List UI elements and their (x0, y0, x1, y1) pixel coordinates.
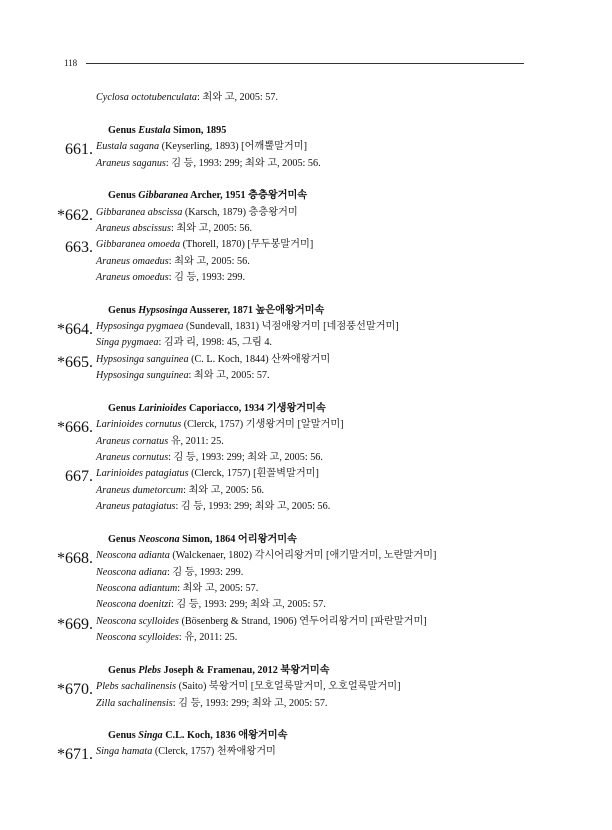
citation-text: : 김 등, 1993: 299; 최와 고, 2005: 56. (165, 158, 321, 169)
citation-text: : 김 등, 1993: 299; 최와 고, 2005: 57. (170, 599, 326, 610)
genus-heading (108, 665, 330, 677)
citation-text: (Bösenberg & Strand, 1906) 연두어리왕거미 [파란말거미] (178, 616, 427, 627)
citation-text: 유, 2011: 25. (168, 436, 224, 447)
page-number: 118 (64, 58, 78, 68)
species-entry (96, 468, 319, 480)
species-entry (96, 419, 344, 431)
citation-text: : 최와 고, 2005: 56. (168, 256, 250, 267)
citation-text: (C. L. Koch, 1844) 산짜애왕거미 (188, 354, 331, 365)
citation-text: : 유, 2011: 25. (178, 632, 238, 643)
taxon-name: Hypsosinga (138, 305, 188, 316)
entry-number: *665. (57, 354, 93, 371)
taxon-name: Zilla sachalinensis (96, 698, 173, 709)
entry-number: *668. (57, 550, 93, 567)
citation-text: C.L. Koch, 1836 애왕거미속 (162, 730, 288, 741)
citation-text: : 최와 고, 2005: 57. (197, 92, 279, 103)
taxon-name: Gibbaranea omoeda (96, 239, 181, 250)
taxon-name: Araneus omaedus (96, 256, 169, 267)
species-entry (96, 354, 330, 366)
taxon-name: Singa hamata (96, 746, 153, 757)
synonym-line (96, 501, 330, 513)
citation-text: (Karsch, 1879) 층층왕거미 (182, 207, 298, 218)
species-entry (96, 141, 307, 153)
taxon-name: Araneus saganus (96, 158, 166, 169)
taxon-name: Singa pygmaea (96, 337, 159, 348)
header-rule (86, 63, 524, 64)
genus-heading (108, 534, 297, 546)
synonym-line (96, 337, 272, 349)
genus-heading (108, 190, 307, 202)
synonym-line (96, 567, 243, 579)
genus-heading (108, 403, 326, 415)
citation-text: (Thorell, 1870) [무두봉말거미] (180, 239, 314, 250)
synonym-line (96, 436, 224, 448)
synonym-line (96, 485, 264, 497)
taxon-name: Neoscona adiantum (96, 583, 178, 594)
citation-text: : 최와 고, 2005: 57. (188, 370, 270, 381)
citation-text: (Walckenaer, 1802) 각시어리왕거미 [애기말거미, 노란말거미] (169, 550, 437, 561)
taxon-name: Plebs sachalinensis (96, 681, 177, 692)
taxon-name: Araneus omoedus (96, 272, 169, 283)
citation-text: Caporiacco, 1934 기생왕거미속 (186, 403, 326, 414)
citation-text: Joseph & Framenau, 2012 북왕거미속 (160, 665, 330, 676)
species-entry (96, 239, 313, 251)
species-entry (96, 321, 399, 333)
citation-text: (Clerck, 1757) 천짜애왕거미 (152, 746, 276, 757)
synonym-line (96, 223, 252, 235)
entry-number: *670. (57, 681, 93, 698)
taxon-name: Plebs (138, 665, 161, 676)
genus-heading (108, 125, 226, 137)
citation-text: Ausserer, 1871 높은애왕거미속 (187, 305, 325, 316)
entry-number: *664. (57, 321, 93, 338)
citation-text: : 김 등, 1993: 299. (168, 272, 246, 283)
citation-text: Simon, 1895 (170, 125, 227, 136)
citation-text: (Sundevall, 1831) 넉점애왕거미 [네점풍선말거미] (183, 321, 399, 332)
species-entry (96, 681, 400, 693)
genus-heading (108, 730, 287, 742)
synonym-line (96, 158, 321, 170)
synonym-line (96, 583, 258, 595)
species-entry (96, 207, 298, 219)
citation-text: : 김 등, 1993: 299; 최와 고, 2005: 57. (172, 698, 328, 709)
genus-label: Genus (108, 665, 139, 676)
citation-text: (Clerck, 1757) 기생왕거미 [알말거미] (181, 419, 344, 430)
synonym-line (96, 256, 250, 268)
citation-text: (Saito) 북왕거미 [모호얼룩말거미, 오호얼룩말거미] (176, 681, 401, 692)
entry-number: *666. (57, 419, 93, 436)
entry-number: 661. (65, 141, 93, 158)
taxon-name: Neoscona adiana (96, 567, 168, 578)
synonym-line (96, 370, 270, 382)
genus-label: Genus (108, 403, 139, 414)
entry-number: *662. (57, 207, 93, 224)
taxon-name: Eustala sagana (96, 141, 160, 152)
taxon-name: Hypsosinga sanguinea (96, 354, 189, 365)
taxon-name: Neoscona (138, 534, 180, 545)
citation-text: : 최와 고, 2005: 57. (177, 583, 259, 594)
taxon-name: Larinioides cornutus (96, 419, 182, 430)
entry-number: *669. (57, 616, 93, 633)
taxon-name: Araneus cornutus (96, 452, 169, 463)
taxon-name: Neoscona doenitzi (96, 599, 171, 610)
genus-label: Genus (108, 190, 139, 201)
taxon-name: Neoscona scylloides (96, 616, 179, 627)
taxon-name: Gibbaranea abscissa (96, 207, 183, 218)
page-header (64, 58, 524, 72)
taxon-name: Larinioides (138, 403, 187, 414)
citation-text: Simon, 1864 어리왕거미속 (179, 534, 297, 545)
entry-number: 667. (65, 468, 93, 485)
taxon-name: Eustala (138, 125, 171, 136)
taxon-name: Araneus cornatus (96, 436, 169, 447)
taxon-name: Singa (138, 730, 163, 741)
genus-label: Genus (108, 534, 139, 545)
species-entry (96, 616, 427, 628)
citation-text: : 김 등, 1993: 299. (167, 567, 244, 578)
genus-label: Genus (108, 730, 139, 741)
taxon-name: Araneus abscissus (96, 223, 171, 234)
citation-text: (Clerck, 1757) [흰꼴벽말거미] (188, 468, 319, 479)
citation-text: : 최와 고, 2005: 56. (171, 223, 253, 234)
synonym-line (96, 599, 326, 611)
citation-text: (Keyserling, 1893) [어깨뿔말거미] (159, 141, 308, 152)
species-entry (96, 550, 436, 562)
citation-text: Archer, 1951 층층왕거미속 (188, 190, 308, 201)
genus-label: Genus (108, 125, 139, 136)
synonym-line (96, 92, 278, 104)
citation-text: : 김 등, 1993: 299; 최와 고, 2005: 56. (175, 501, 331, 512)
synonym-line (96, 698, 327, 710)
taxon-name: Cyclosa octotubenculata (96, 92, 198, 103)
taxon-name: Larinioides patagiatus (96, 468, 189, 479)
synonym-line (96, 452, 323, 464)
genus-label: Genus (108, 305, 139, 316)
citation-text: : 김 등, 1993: 299; 최와 고, 2005: 56. (168, 452, 323, 463)
species-entry (96, 746, 276, 758)
taxon-name: Hypsosinga pygmaea (96, 321, 184, 332)
synonym-line (96, 632, 237, 644)
taxon-name: Araneus dumetorcum (96, 485, 184, 496)
taxon-name: Neoscona adianta (96, 550, 170, 561)
genus-heading (108, 305, 324, 317)
taxon-name: Neoscona scylloides (96, 632, 179, 643)
citation-text: : 김과 리, 1998: 45, 그림 4. (158, 337, 272, 348)
synonym-line (96, 272, 245, 284)
entry-number: 663. (65, 239, 93, 256)
entry-number: *671. (57, 746, 93, 763)
taxon-name: Hypsosinga sunguinea (96, 370, 189, 381)
citation-text: : 최와 고, 2005: 56. (183, 485, 265, 496)
taxon-name: Gibbaranea (138, 190, 189, 201)
taxon-name: Araneus patagiatus (96, 501, 176, 512)
